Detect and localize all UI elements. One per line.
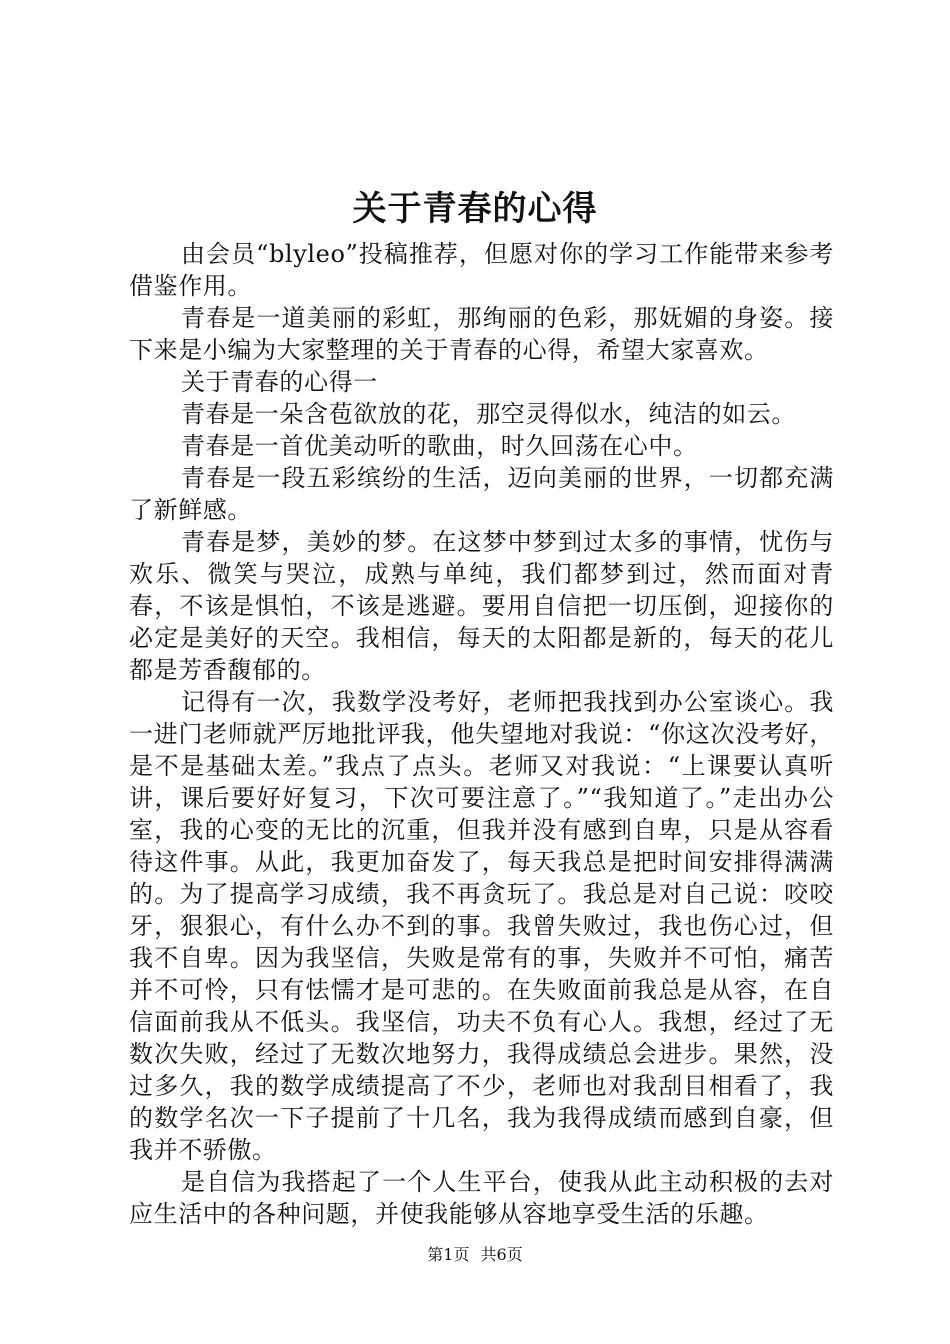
body-paragraph: 青春是一首优美动听的歌曲，时久回荡在心中。: [181, 432, 698, 460]
body-paragraph: 青春是一段五彩缤纷的生活，迈向美丽的世界，一切都充满了新鲜感。: [129, 464, 834, 524]
document-title: 关于青春的心得: [352, 189, 598, 229]
body-paragraph: 青春是一朵含苞欲放的花，那空灵得似水，纯洁的如云。: [181, 400, 796, 428]
body-paragraph: 青春是梦，美妙的梦。在这梦中梦到过太多的事情，忧伤与欢乐、微笑与哭泣，成熟与单纯，我们都梦到过，然而面对青春，不该是惧怕，不该是逃避。要用自信把一切压倒，迎接你的必定是美好的天空。我相信，每天的太阳都是新的，每天的花儿都是芳香馥郁的。: [129, 528, 834, 684]
page-total: 共6页: [480, 1245, 523, 1264]
document-body: [129, 238, 834, 1230]
body-paragraph: 是自信为我搭起了一个人生平台，使我从此主动积极的去对应生活中的各种问题，并使我能够从容地享受生活的乐趣。: [129, 1168, 834, 1228]
intro-paragraph: 由会员“blyleo”投稿推荐，但愿对你的学习工作能带来参考借鉴作用。: [129, 240, 834, 300]
body-paragraph: 记得有一次，我数学没考好，老师把我找到办公室谈心。我一进门老师就严厉地批评我，他失望地对我说：“你这次没考好，是不是基础太差。”我点了点头。老师又对我说：“上课要认真听讲，课后要好好复习，下次可要注意了。”“我知道了。”走出办公室，我的心变的无比的沉重，但我并没有感到自卑，只是从容看待这件事。从此，我更加奋发了，每天我总是把时间安排得满满的。为了提高学习成绩，我不再贪玩了。我总是对自己说：咬咬牙，狠狠心，有什么办不到的事。我曾失败过，我也伤心过，但我不自卑。因为我坚信，失败是常有的事，失败并不可怕，痛苦并不可怜，只有怯懦才是可悲的。在失败面前我总是从容，在自信面前我从不低头。我坚信，功夫不负有心人。我想，经过了无数次失败，经过了无数次地努力，我得成绩总会进步。果然，没过多久，我的数学成绩提高了不少，老师也对我刮目相看了，我的数学名次一下子提前了十几名，我为我得成绩而感到自豪，但我并不骄傲。: [129, 688, 834, 1164]
preface-paragraph: 青春是一道美丽的彩虹，那绚丽的色彩，那妩媚的身姿。接下来是小编为大家整理的关于青春的心得，希望大家喜欢。: [129, 304, 834, 364]
page-number: 第1页: [427, 1245, 470, 1264]
section-heading: 关于青春的心得一: [181, 368, 378, 396]
page-footer: [0, 1243, 950, 1267]
